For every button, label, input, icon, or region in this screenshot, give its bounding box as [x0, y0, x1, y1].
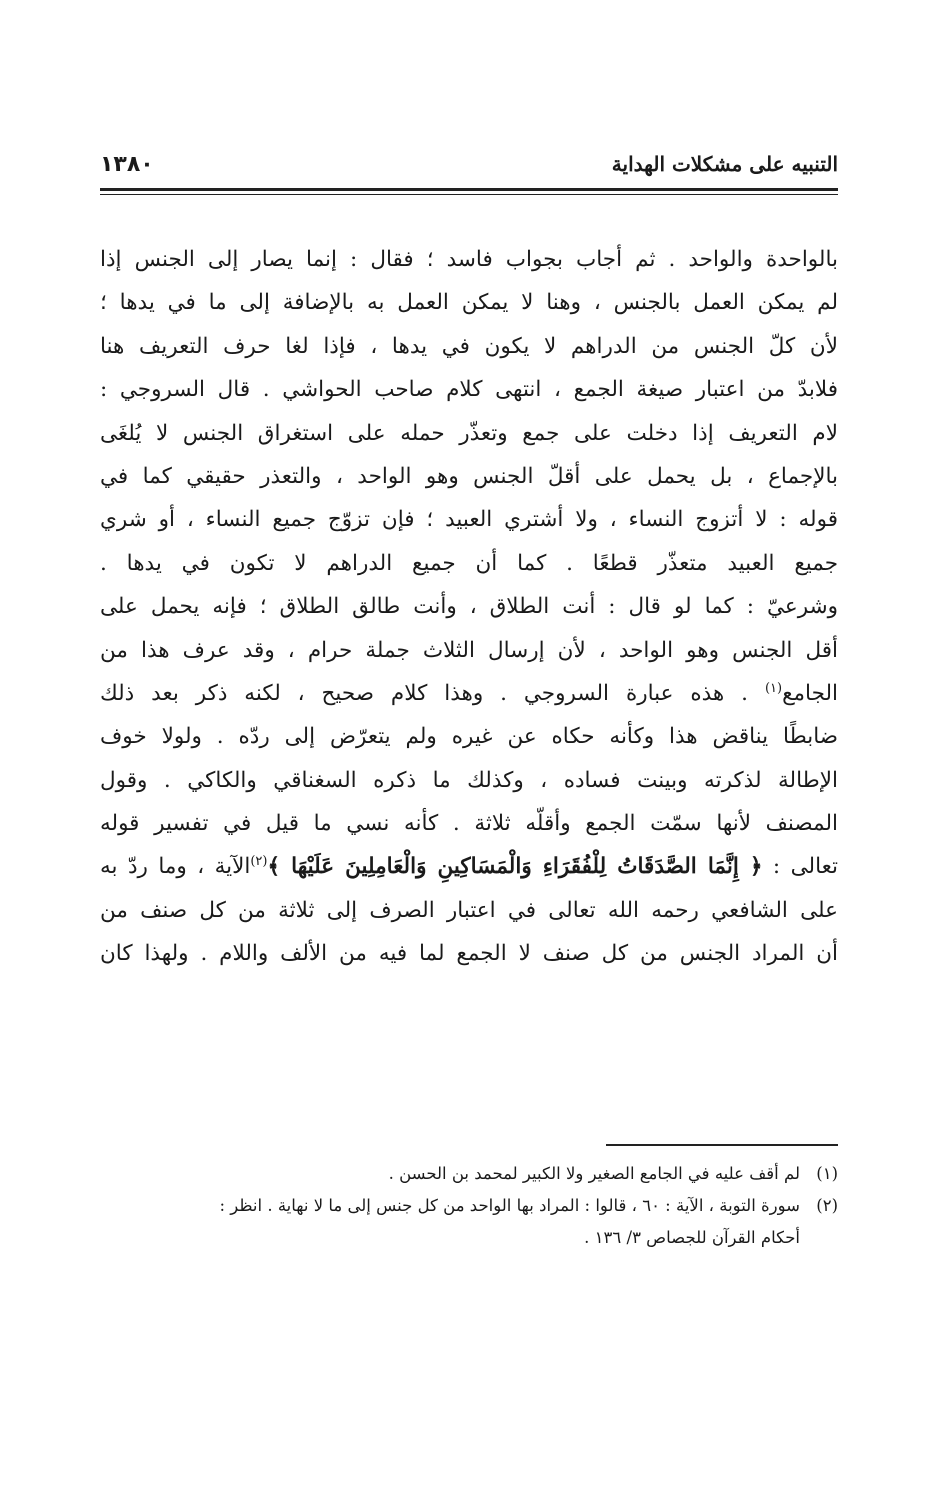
- text-line: لام التعريف إذا دخلت على جمع وتعذّر حمله على استغراق الجنس لا يُلغَى: [100, 420, 838, 446]
- text-line: وشرعيّ : كما لو قال : أنت الطلاق ، وأنت طالق الطلاق ؛ فإنه يحمل على: [100, 594, 838, 620]
- running-header: [100, 152, 838, 182]
- footnote-number: (٢): [816, 1196, 838, 1215]
- footnote-number: (١): [816, 1164, 838, 1183]
- text-line: لأن كلّ الجنس من الدراهم لا يكون في يدها ، فإذا لغا حرف التعريف هنا: [100, 333, 838, 359]
- page-number: ١٣٨٠: [100, 152, 154, 177]
- text-fragment: الآية ، وما ردّ به: [100, 854, 251, 880]
- text-line: أقل الجنس وهو الواحد ، لأن إرسال الثلاث جملة حرام ، وقد عرف هذا من: [100, 637, 838, 663]
- footnote-2-continuation: أحكام القرآن للجصاص ٣/ ١٣٦ .: [584, 1228, 800, 1247]
- footnote-1: [100, 1158, 838, 1190]
- text-line: على الشافعي رحمه الله تعالى في اعتبار الصرف إلى ثلاثة من كل صنف من: [100, 897, 838, 923]
- footnote-text: سورة التوبة ، الآية : ٦٠ ، قالوا : المراد بها الواحد من كل جنس إلى ما لا نهاية . انظر :: [219, 1196, 800, 1215]
- footnote-divider: [606, 1144, 838, 1146]
- text-fragment: . هذه عبارة السروجي . وهذا كلام صحيح ، لكنه ذكر بعد ذلك: [100, 680, 765, 706]
- text-line: جميع العبيد متعذّر قطعًا . كما أن جميع الدراهم لا تكون في يدها .: [100, 550, 838, 576]
- text-line: [100, 845, 838, 888]
- footnote-ref-1[interactable]: (١): [764, 680, 783, 696]
- text-line: [100, 672, 838, 715]
- header-divider: [100, 188, 838, 195]
- footnote-ref-2[interactable]: (٢): [250, 854, 268, 870]
- quran-verse: ﴿ إِنَّمَا الصَّدَقَاتُ لِلْفُقَرَاءِ وَالْمَسَاكِينِ وَالْعَامِلِينَ عَلَيْهَا ﴾: [267, 854, 763, 880]
- footnotes: [100, 1158, 838, 1254]
- text-line: فلابدّ من اعتبار صيغة الجمع ، انتهى كلام صاحب الحواشي . قال السروجي :: [100, 377, 838, 403]
- text-line: قوله : لا أتزوج النساء ، ولا أشتري العبيد ؛ فإن تزوّج جميع النساء ، أو شري: [100, 507, 838, 533]
- text-line: بالواحدة والواحد . ثم أجاب بجواب فاسد ؛ فقال : إنما يصار إلى الجنس إذا: [100, 247, 838, 272]
- text-line: لم يمكن العمل بالجنس ، وهنا لا يمكن العمل به بالإضافة إلى ما في يدها ؛: [100, 290, 838, 316]
- text-line: المصنف لأنها سمّت الجمع وأقلّه ثلاثة . كأنه نسي ما قيل في تفسير قوله: [100, 811, 838, 837]
- text-line: بالإجماع ، بل يحمل على أقلّ الجنس وهو الواحد ، والتعذر حقيقي كما في: [100, 463, 838, 489]
- text-line: ضابطًا يناقض هذا وكأنه حكاه عن غيره ولم يتعرّض إلى ردّه . ولولا خوف: [100, 724, 838, 750]
- footnote-text: لم أقف عليه في الجامع الصغير ولا الكبير لمحمد بن الحسن .: [388, 1164, 800, 1183]
- book-title: التنبيه على مشكلات الهداية: [611, 152, 838, 176]
- main-text: [100, 238, 838, 976]
- text-fragment: تعالى :: [762, 854, 838, 880]
- text-line: الإطالة لذكرته وبينت فساده ، وكذلك ما ذكره السغناقي والكاكي . وقول: [100, 767, 838, 793]
- footnote-2: [100, 1190, 838, 1222]
- text-fragment: الجامع: [782, 680, 838, 706]
- text-line: أن المراد الجنس من كل صنف لا الجمع لما فيه من الألف واللام . ولهذا كان: [100, 941, 838, 967]
